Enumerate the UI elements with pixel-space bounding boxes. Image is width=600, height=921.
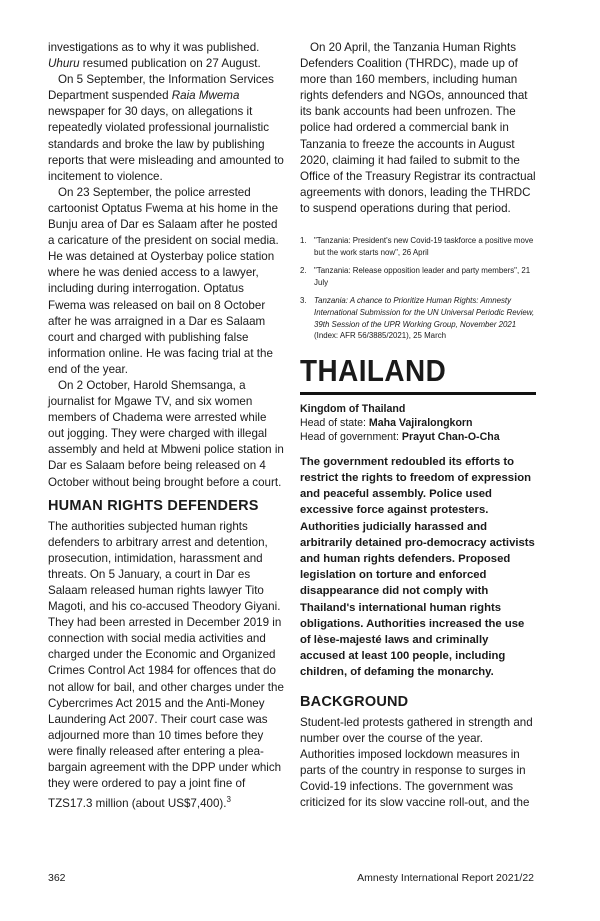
paragraph: On 2 October, Harold Shemsanga, a journalist for Mgawe TV, and six women members of Chadema were arrested while out jogging. They were charged with illegal assembly and held at Mbweni police station in Dar es Salaam before being released on 4 October without being brought before a court.: [48, 378, 284, 489]
section-heading-background: BACKGROUND: [300, 693, 409, 710]
summary: The government redoubled its efforts to restrict the rights to freedom of expression and peaceful assembly. Police used excessive force against protesters. Authorities judicially harassed and arbitrarily detained pro-democracy activists and human rights defenders. Proposed legislation on torture and enforced disappearance did not comply with Thailand's international human rights obligations. Authorities increased the use of lèse-majesté laws and criminally accused at least 100 people, including children, of defaming the monarchy.: [300, 455, 535, 679]
title-rule: [300, 392, 536, 395]
report-title: Amnesty International Report 2021/22: [357, 872, 534, 884]
right-column: [300, 40, 536, 811]
left-column: [48, 40, 285, 812]
paragraph: On 5 September, the Information Services Department suspended Raia Mwema newspaper for 30 days, on allegations it repeatedly violated professional journalistic standards and broke the law by publishing reports that were misleading and amounted to incitement to violence.: [48, 73, 284, 183]
footnote-1: 1. "Tanzania: President's new Covid-19 taskforce a positive move but the work starts now", 26 April: [300, 236, 534, 257]
paragraph: On 23 September, the police arrested cartoonist Optatus Fwema at his home in the Bunju area of Dar es Salaam after he posted a caricature of the president on social media. He was detained at Oysterbay police station where he was denied access to a lawyer, including during interrogation. Optatus Fwema was released on bail on 8 October after he was arraigned in a Dar es Salaam court and charged with publishing false information online. He was facing trial at the end of the year.: [48, 185, 279, 376]
head-of-government: Prayut Chan-O-Cha: [401, 430, 500, 443]
section-heading-human-rights-defenders: HUMAN RIGHTS DEFENDERS: [48, 497, 259, 514]
footnote-2: 2. "Tanzania: Release opposition leader and party members", 21 July: [300, 266, 531, 287]
paragraph: On 20 April, the Tanzania Human Rights Defenders Coalition (THRDC), made up of more than 160 members, including human rights defenders and NGOs, announced that its bank accounts had been unfrozen. The police had ordered a commercial bank in Tanzania to freeze the accounts in August 2020, claiming it had failed to submit to the Office of the Treasury Registrar its contractual agreements with donors, leading the THRDC to suspend operations during that period.: [300, 41, 536, 215]
footnote-3: 3. Tanzania: A chance to Prioritize Human Rights: Amnesty International Submission for the UN Universal Periodic Review, 39th Session of the UPR Working Group, November 2021 (Index: AFR 56/3885/2021), 25 March: [300, 296, 535, 341]
footnotes: [300, 235, 536, 342]
footnote-ref[interactable]: 3: [226, 795, 231, 805]
paragraph: investigations as to why it was published. Uhuru resumed publication on 27 August.: [48, 41, 261, 71]
head-of-state: Maha Vajiralongkorn: [368, 416, 473, 429]
country-title: THAILAND: [300, 352, 447, 388]
paragraph: The authorities subjected human rights defenders to arbitrary arrest and detention, prosecution, intimidation, harassment and threats. On 5 January, a court in Dar es Salaam released human rights lawyer Tito Magoti, and his co-accused Theodory Giyani. They had been arrested in December 2019 in connection with social media activities and charged under the Economic and Organized Crimes Control Act 1984 for offences that do not allow for bail, and other charges under the Cybercrimes Act 2015 and the Anti-Money Laundering Act 2007. Their court case was adjourned more than 10 times before they were finally released after entering a plea-bargain agreement with the DPP under which they were ordered to pay a joint fine of TZS17.3 million (about US$7,400).$^3$: [48, 519, 284, 811]
kingdom-name: Kingdom of Thailand: [300, 402, 406, 415]
country-meta: Kingdom of Thailand Head of state: Maha Vajiralongkorn Head of government: Prayut Chan-O-Cha: [300, 402, 500, 443]
paragraph: Student-led protests gathered in strength and number over the course of the year. Authorities imposed lockdown measures in parts of the country in response to surges in Covid-19 infections. The government was criticized for its slow vaccine roll-out, and the: [300, 715, 533, 810]
page-number: 362: [48, 872, 66, 884]
